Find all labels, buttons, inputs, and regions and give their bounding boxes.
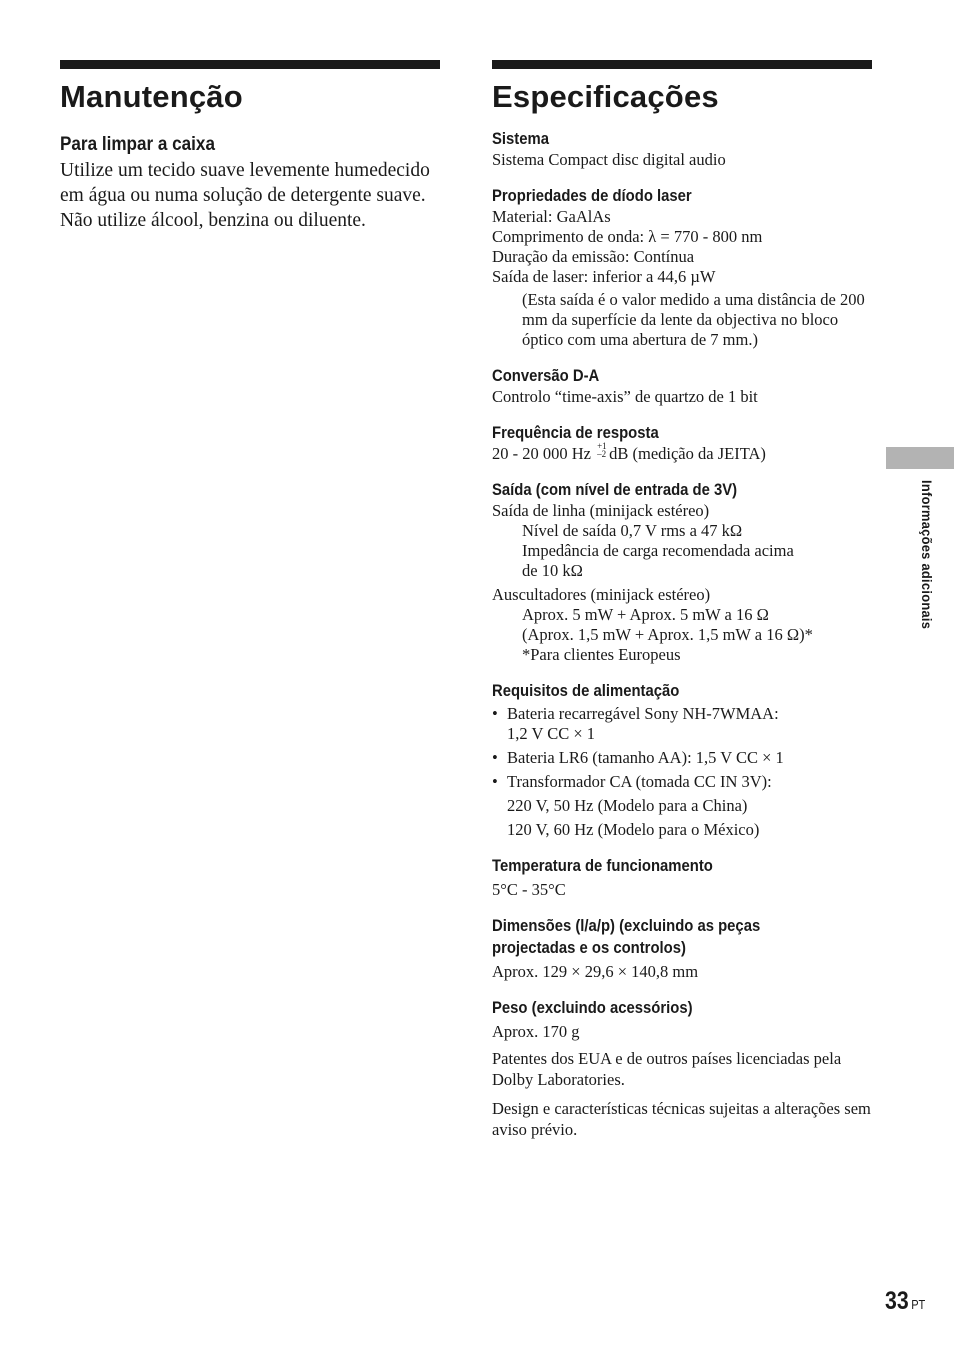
page-number bbox=[885, 1287, 925, 1316]
spec-heading: Peso (excluindo acessórios) bbox=[492, 999, 693, 1017]
patents-note: Patentes dos EUA e de outros países licenciadas pela Dolby Laboratories. bbox=[492, 1049, 842, 1089]
spec-line: Aprox. 5 mW + Aprox. 5 mW a 16 Ω bbox=[522, 605, 769, 624]
spec-heading: projectadas e os controlos) bbox=[492, 939, 686, 957]
cleaning-text: Utilize um tecido suave levemente humedecido em água ou numa solução de detergente suave. Não utilize álcool, benzina ou diluente. bbox=[60, 160, 430, 231]
spec-line: Nível de saída 0,7 V rms a 47 kΩ bbox=[522, 521, 743, 540]
spec-sistema bbox=[492, 128, 872, 170]
side-tab-marker bbox=[886, 447, 954, 469]
spec-saida bbox=[492, 479, 872, 665]
spec-line: Material: GaAlAs bbox=[492, 207, 611, 226]
bullet-text: Bateria LR6 (tamanho AA): 1,5 V CC × 1 bbox=[507, 748, 784, 767]
section-rule bbox=[492, 60, 872, 69]
specifications-title: Especificações bbox=[492, 79, 719, 114]
list-item bbox=[492, 748, 872, 768]
spec-temperatura bbox=[492, 855, 872, 900]
spec-note: (Esta saída é o valor medido a uma distância de 200 mm da superfície da lente da objectiva no bloco óptico com uma abertura de 7 mm.) bbox=[522, 290, 865, 349]
spec-line: de 10 kΩ bbox=[522, 561, 583, 580]
spec-alimentacao bbox=[492, 680, 872, 840]
design-note: Design e características técnicas sujeitas a alterações sem aviso prévio. bbox=[492, 1099, 871, 1139]
freq-range: 20 - 20 000 Hz bbox=[492, 444, 591, 463]
spec-text bbox=[492, 441, 872, 464]
maintenance-column bbox=[60, 60, 440, 233]
bullet: • bbox=[492, 704, 498, 723]
page-number-value: 33 bbox=[885, 1287, 909, 1315]
spec-line: *Para clientes Europeus bbox=[522, 645, 681, 664]
spec-heading: Sistema bbox=[492, 130, 549, 148]
freq-tolerance-up: +1 bbox=[597, 441, 607, 451]
side-tab-label: Informações adicionais bbox=[919, 480, 935, 630]
spec-frequencia bbox=[492, 422, 872, 464]
bullet: • bbox=[492, 748, 498, 767]
spec-line: Saída de linha (minijack estéreo) bbox=[492, 501, 710, 520]
bullet: • bbox=[492, 772, 498, 791]
section-rule bbox=[60, 60, 440, 69]
spec-text: Controlo “time-axis” de quartzo de 1 bit bbox=[492, 387, 758, 406]
spec-heading: Requisitos de alimentação bbox=[492, 682, 680, 700]
list-item bbox=[492, 704, 872, 744]
spec-line: (Aprox. 1,5 mW + Aprox. 1,5 mW a 16 Ω)* bbox=[522, 625, 813, 644]
bullet-text: Transformador CA (tomada CC IN 3V): bbox=[507, 772, 772, 791]
spec-heading: Dimensões (l/a/p) (excluindo as peças bbox=[492, 917, 761, 935]
spec-heading: Frequência de resposta bbox=[492, 424, 659, 442]
spec-heading: Propriedades de díodo laser bbox=[492, 187, 692, 205]
spec-heading: Conversão D-A bbox=[492, 367, 600, 385]
maintenance-title: Manutenção bbox=[60, 79, 243, 114]
freq-tolerance-down: –2 bbox=[597, 449, 607, 459]
spec-text: Sistema Compact disc digital audio bbox=[492, 150, 726, 169]
spec-heading: Saída (com nível de entrada de 3V) bbox=[492, 481, 738, 499]
page-language: PT bbox=[911, 1297, 926, 1312]
cleaning-subtitle: Para limpar a caixa bbox=[60, 134, 215, 155]
spec-peso bbox=[492, 997, 872, 1042]
freq-tolerance bbox=[595, 441, 609, 459]
spec-laser bbox=[492, 185, 872, 350]
spec-text: Aprox. 129 × 29,6 × 140,8 mm bbox=[492, 962, 699, 981]
specifications-column bbox=[492, 60, 872, 1140]
spec-line: Saída de laser: inferior a 44,6 µW bbox=[492, 267, 716, 286]
bullet-text: Bateria recarregável Sony NH-7WMAA: bbox=[507, 704, 779, 723]
spec-conversao bbox=[492, 365, 872, 407]
spec-heading: Temperatura de funcionamento bbox=[492, 857, 713, 875]
bullet-text: 220 V, 50 Hz (Modelo para a China) bbox=[507, 796, 748, 815]
spec-text: 5°C - 35°C bbox=[492, 880, 566, 899]
spec-line: Auscultadores (minijack estéreo) bbox=[492, 585, 711, 604]
spec-text: Aprox. 170 g bbox=[492, 1022, 580, 1041]
bullet-text: 1,2 V CC × 1 bbox=[507, 724, 596, 743]
spec-dimensoes bbox=[492, 915, 872, 982]
freq-unit: dB (medição da JEITA) bbox=[609, 444, 766, 463]
spec-line: Duração da emissão: Contínua bbox=[492, 247, 695, 266]
spec-line: Comprimento de onda: λ = 770 - 800 nm bbox=[492, 227, 763, 246]
list-item bbox=[492, 772, 872, 840]
spec-line: Impedância de carga recomendada acima bbox=[522, 541, 794, 560]
bullet-text: 120 V, 60 Hz (Modelo para o México) bbox=[507, 820, 760, 839]
